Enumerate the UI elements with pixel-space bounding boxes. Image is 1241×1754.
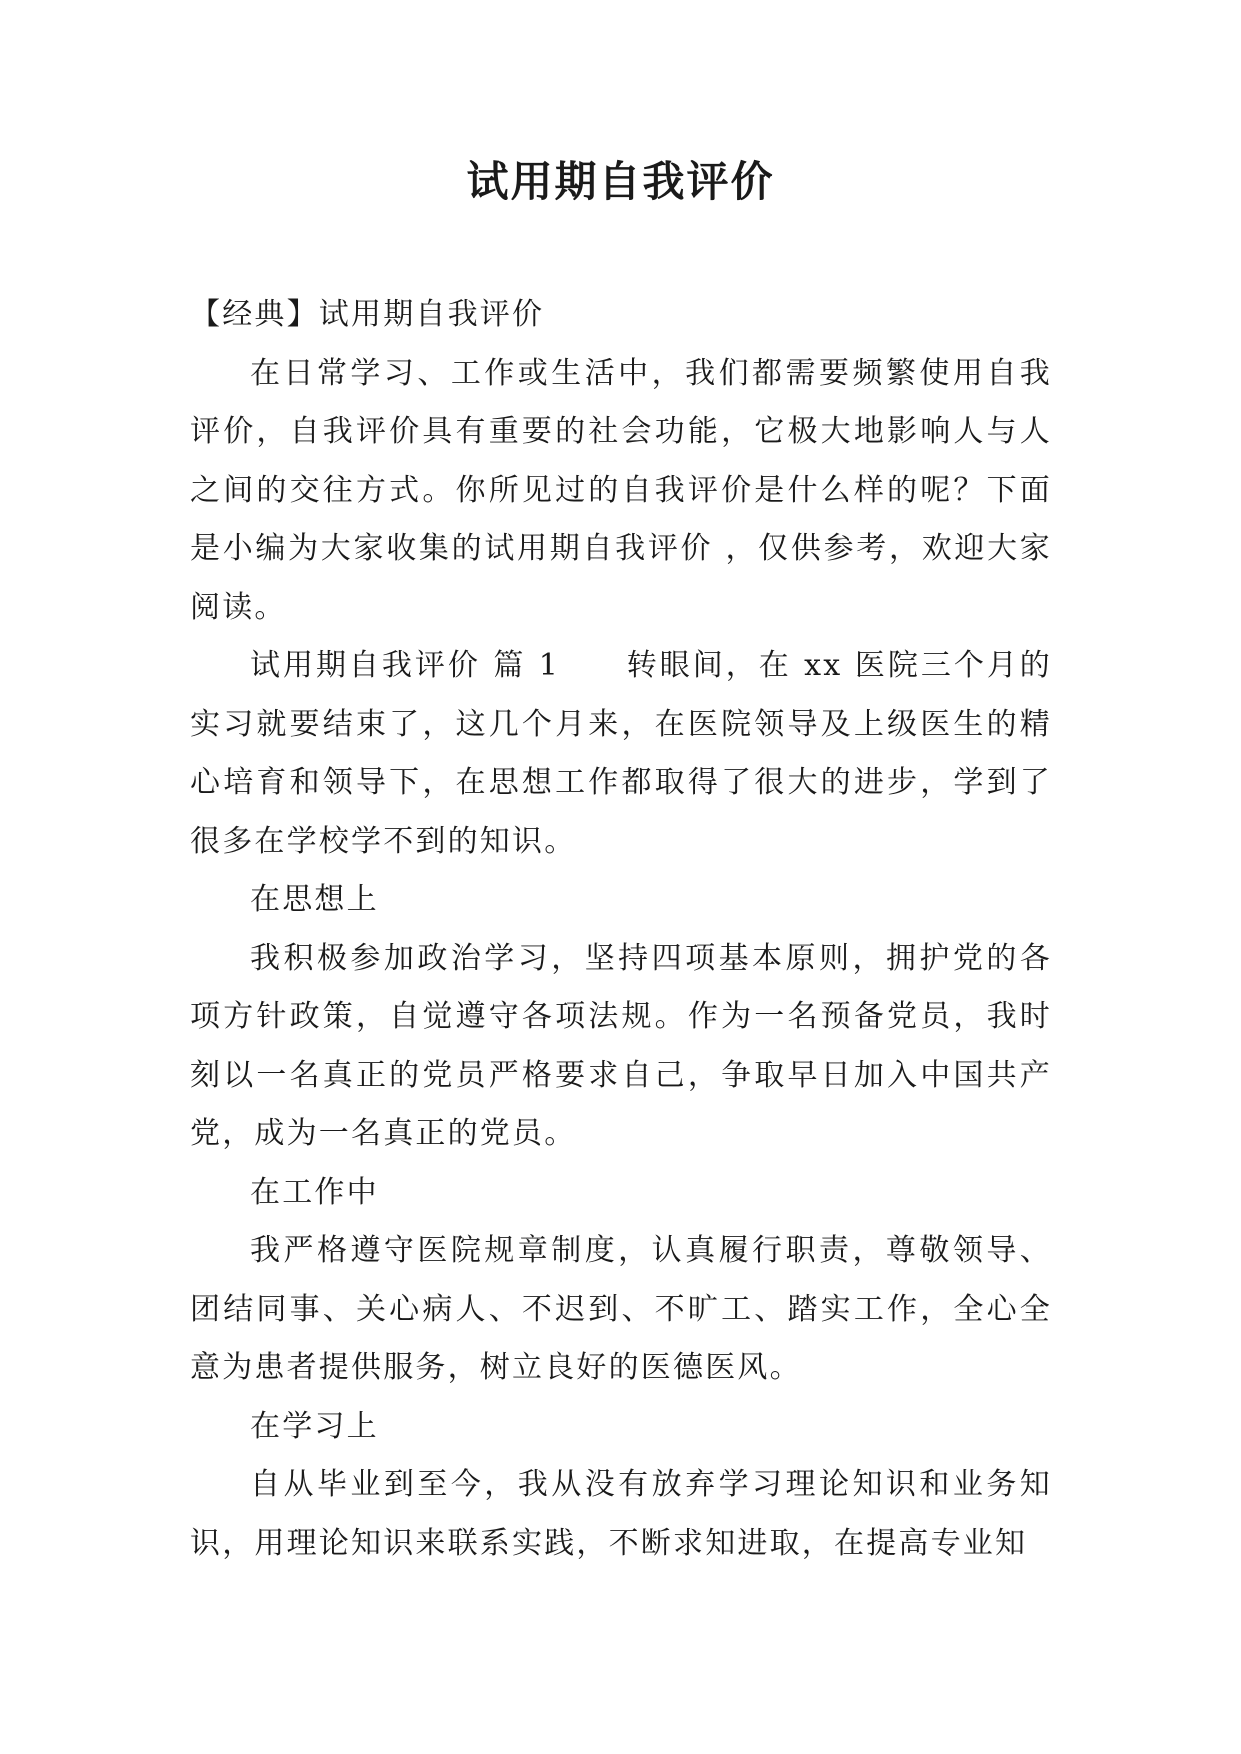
paragraph-subtitle: 【经典】试用期自我评价 xyxy=(190,297,545,332)
paragraph-thought: 我积极参加政治学习，坚持四项基本原则，拥护党的各项方针政策，自觉遵守各项法规。作为一名预备党员，我时刻以一名真正的党员严格要求自己，争取早日加入中国共产党，成为一名真正的党员。 xyxy=(190,940,1052,1151)
heading-study: 在学习上 xyxy=(250,1408,379,1444)
paragraph-part-1: 试用期自我评价 篇 1 转眼间，在 xx 医院三个月的实习就要结束了，这几个月来，在医院领导及上级医生的精心培育和领导下，在思想工作都取得了很大的进步，学到了很多在学校学不到的知识。 xyxy=(190,648,1052,859)
paragraph-intro: 在日常学习、工作或生活中，我们都需要频繁使用自我评价，自我评价具有重要的社会功能，它极大地影响人与人之间的交往方式。你所见过的自我评价是什么样的呢？下面是小编为大家收集的试用期自我评价 ，仅供参考，欢迎大家阅读。 xyxy=(190,355,1052,625)
paragraph-study: 自从毕业到至今，我从没有放弃学习理论知识和业务知识，用理论知识来联系实践，不断求知进取，在提高专业知 xyxy=(190,1467,1052,1561)
heading-thought: 在思想上 xyxy=(250,882,379,917)
document-title: 试用期自我评价 xyxy=(466,157,775,206)
document-body xyxy=(190,286,1052,1573)
paragraph-work: 我严格遵守医院规章制度，认真履行职责，尊敬领导、团结同事、关心病人、不迟到、不旷工、踏实工作，全心全意为患者提供服务，树立良好的医德医风。 xyxy=(190,1233,1052,1385)
heading-work: 在工作中 xyxy=(250,1174,379,1210)
